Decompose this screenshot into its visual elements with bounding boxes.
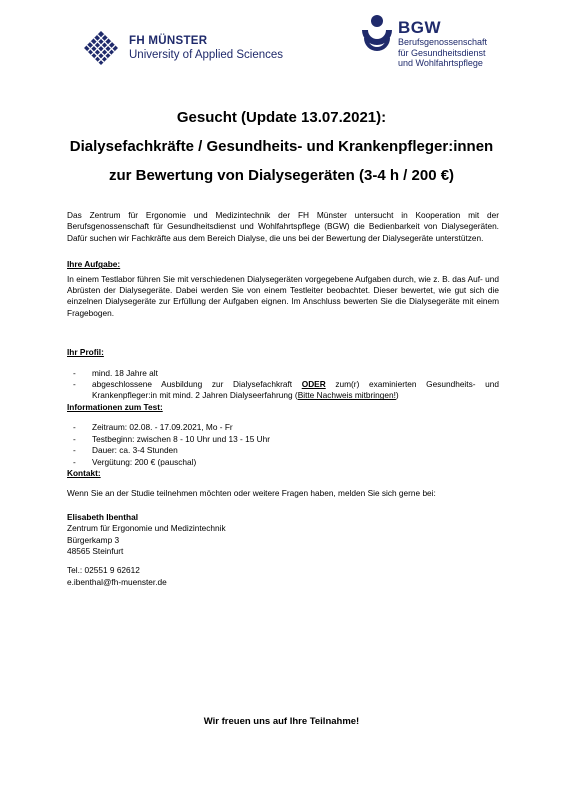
contact-phone: Tel.: 02551 9 62612 bbox=[67, 565, 140, 576]
list-item bbox=[67, 379, 499, 402]
contact-paragraph: Wenn Sie an der Studie teilnehmen möchten oder weitere Fragen haben, melden Sie sich gerne bei: bbox=[67, 488, 436, 499]
task-paragraph: In einem Testlabor führen Sie mit verschiedenen Dialysegeräten vorgegebene Aufgaben durch, wie z. B. das Auf- und Abrüsten der Dialysegeräte. Dabei werden Sie von einem Testleiter beobachtet. Dieser bewertet, wie gut sich die einzelnen Dialysegeräte zur Erfüllung der Aufgaben eignen. Im Anschluss bewerten Sie die Dialysegeräte mit einem Fragebogen. bbox=[67, 273, 499, 318]
list-item: - Vergütung: 200 € (pauschal) bbox=[67, 457, 499, 468]
profile-heading: Ihr Profil: bbox=[67, 347, 104, 358]
list-item: - Dauer: ca. 3-4 Stunden bbox=[67, 445, 499, 456]
info-list bbox=[67, 422, 499, 468]
contact-city: 48565 Steinfurt bbox=[67, 545, 124, 556]
list-item: - Testbeginn: zwischen 8 - 10 Uhr und 13 - 15 Uhr bbox=[67, 434, 499, 445]
bgw-logo-name: BGW bbox=[398, 18, 442, 37]
title-line-2: Dialysefachkräfte / Gesundheits- und Krankenpfleger:innen bbox=[69, 138, 494, 155]
bgw-logo-line: für Gesundheitsdienst bbox=[398, 47, 486, 58]
list-item bbox=[67, 368, 499, 379]
document-body bbox=[67, 210, 499, 588]
bgw-logo-line: Berufsgenossenschaft bbox=[398, 37, 488, 47]
contact-heading: Kontakt: bbox=[67, 467, 101, 478]
document-title bbox=[0, 103, 563, 190]
contact-org: Zentrum für Ergonomie und Medizintechnik bbox=[67, 523, 226, 534]
fh-logo-name: FH MÜNSTER bbox=[129, 34, 208, 47]
title-line-3: zur Bewertung von Dialysegeräten (3-4 h / 200 €) bbox=[108, 167, 455, 184]
profile-item-note: Bitte Nachweis mitbringen! bbox=[297, 390, 396, 401]
contact-address bbox=[67, 512, 499, 558]
bgw-logo-line: und Wohlfahrtspflege bbox=[398, 58, 483, 68]
info-heading: Informationen zum Test: bbox=[67, 401, 163, 412]
profile-item-or: ODER bbox=[301, 379, 326, 390]
closing-line: Wir freuen uns auf Ihre Teilnahme! bbox=[203, 716, 360, 727]
task-heading: Ihre Aufgabe: bbox=[67, 259, 121, 270]
intro-paragraph: Das Zentrum für Ergonomie und Medizintechnik der FH Münster untersucht in Kooperation mit der Berufsgenossenschaft für Gesundheitsdienst und Wohlfahrtspflege (BGW) die Bedienbarkeit von Dialysegeräten. Dafür suchen wir Fachkräfte aus dem Bereich Dialyse, die uns bei der Bewertung der Dialysegeräte unterstützen. bbox=[67, 210, 499, 243]
profile-item-age: mind. 18 Jahre alt bbox=[92, 367, 158, 378]
fh-muenster-logo bbox=[84, 31, 283, 65]
contact-details bbox=[67, 565, 499, 588]
bgw-person-icon bbox=[360, 14, 394, 56]
profile-item-text: ) bbox=[395, 390, 399, 401]
title-line-1: Gesucht (Update 13.07.2021): bbox=[176, 109, 387, 126]
contact-name: Elisabeth Ibenthal bbox=[67, 511, 138, 522]
contact-email: e.ibenthal@fh-muenster.de bbox=[67, 576, 167, 587]
contact-street: Bürgerkamp 3 bbox=[67, 534, 120, 545]
bgw-logo bbox=[360, 13, 487, 69]
profile-item-text: abgeschlossene Ausbildung zur Dialysefachkraft bbox=[92, 379, 302, 390]
fh-logo-subtitle: University of Applied Sciences bbox=[129, 48, 284, 61]
profile-item-text: zum(r) examinierten Gesundheits- und Krankenpfleger:in mit mind. 2 Jahren Dialyseerfahrung ( bbox=[92, 379, 499, 401]
profile-list bbox=[67, 368, 499, 402]
fh-diamond-icon bbox=[84, 31, 118, 65]
list-item: - Zeitraum: 02.08. - 17.09.2021, Mo - Fr bbox=[67, 422, 499, 433]
